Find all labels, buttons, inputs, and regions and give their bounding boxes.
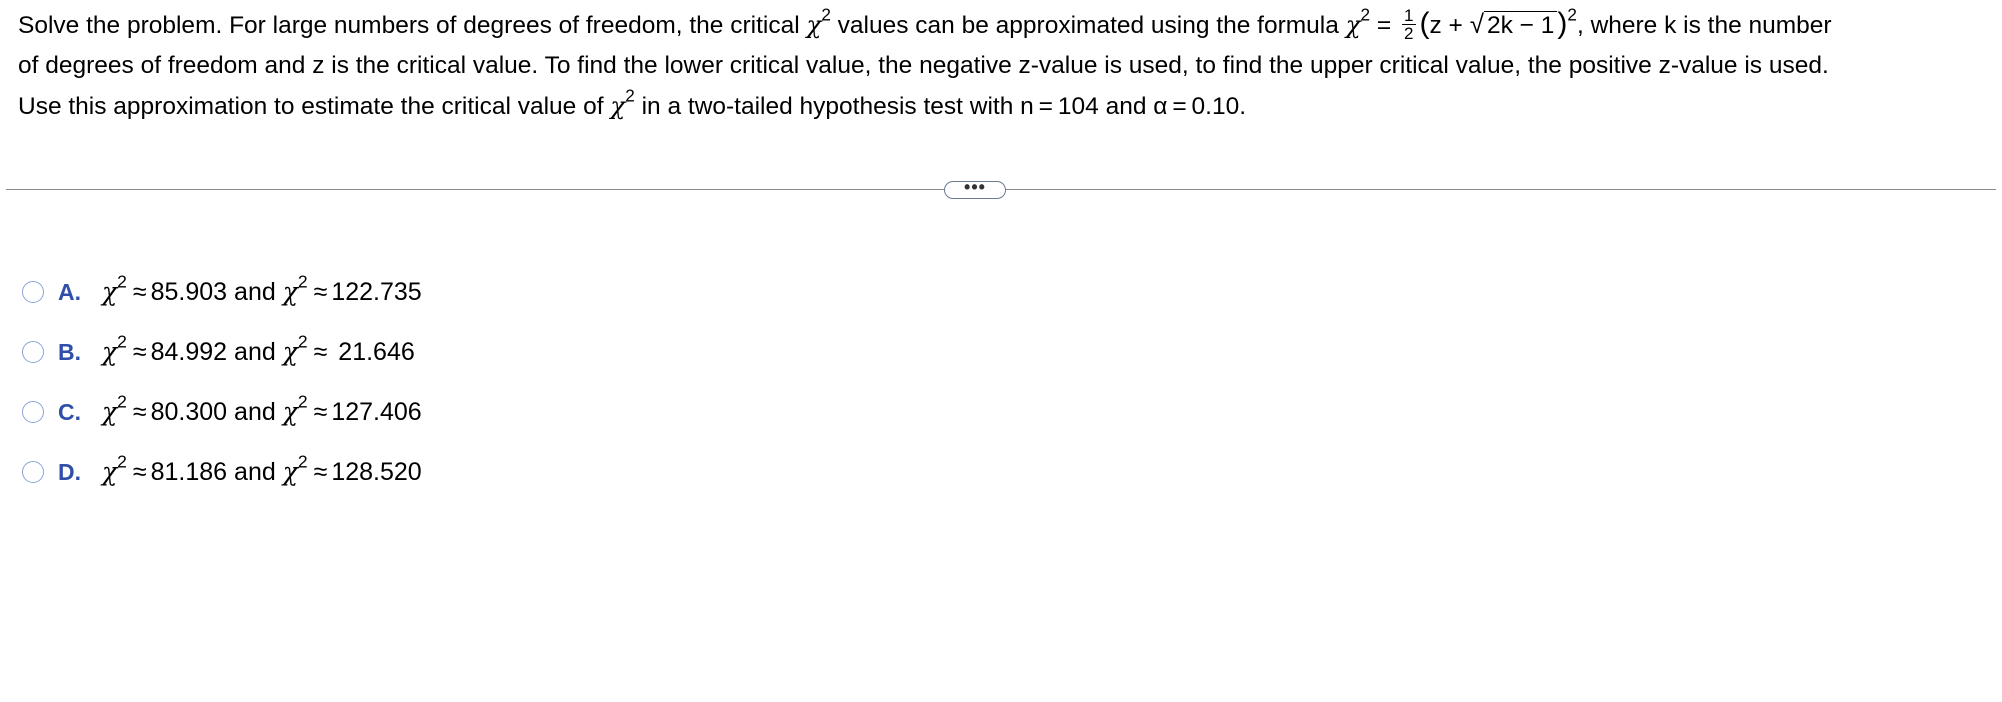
chi-symbol: χ bbox=[1345, 10, 1361, 39]
more-options-button[interactable]: ••• bbox=[944, 181, 1006, 199]
answer-options bbox=[22, 262, 422, 502]
option-text bbox=[102, 331, 415, 367]
approx-sign: ≈ bbox=[132, 398, 147, 426]
and-word: and bbox=[234, 458, 276, 486]
approx-sign: ≈ bbox=[132, 458, 147, 486]
lower-value: 85.903 bbox=[150, 278, 228, 306]
question-text-part: Use this approximation to estimate the critical value of bbox=[18, 93, 611, 120]
superscript: 2 bbox=[117, 451, 127, 472]
chi-symbol: χ bbox=[102, 277, 118, 306]
chi-symbol: χ bbox=[102, 337, 118, 366]
and-word: and bbox=[234, 338, 276, 366]
close-paren: ) bbox=[1557, 7, 1568, 40]
superscript: 2 bbox=[297, 331, 308, 352]
option-text bbox=[102, 271, 422, 307]
and-word: and bbox=[234, 398, 276, 426]
upper-value: 21.646 bbox=[331, 338, 415, 366]
superscript: 2 bbox=[297, 271, 308, 292]
option-letter: D. bbox=[58, 458, 81, 485]
option-text bbox=[102, 451, 422, 487]
radio-button-c[interactable] bbox=[22, 401, 44, 423]
question-text-part: , where k is the number bbox=[1576, 12, 1832, 39]
superscript: 2 bbox=[117, 271, 127, 292]
upper-value: 122.735 bbox=[331, 278, 422, 306]
superscript: 2 bbox=[821, 4, 831, 25]
square-root bbox=[1470, 4, 1558, 46]
superscript: 2 bbox=[117, 391, 127, 412]
question-line-2: of degrees of freedom and z is the critical value. To find the lower critical value, the negative z-value is used, to find the upper critical value, the positive z-value is used. bbox=[18, 52, 1829, 79]
option-a[interactable] bbox=[22, 262, 422, 322]
option-letter: C. bbox=[58, 398, 81, 425]
open-paren: ( bbox=[1419, 7, 1430, 40]
question-text-part: in a two-tailed hypothesis test with n = 104 and α = 0.10. bbox=[634, 93, 1247, 120]
superscript: 2 bbox=[1360, 4, 1371, 25]
fraction bbox=[1402, 7, 1415, 42]
equals-sign: = bbox=[1376, 12, 1392, 39]
approx-sign: ≈ bbox=[132, 278, 147, 306]
superscript: 2 bbox=[625, 85, 635, 106]
chi-symbol: χ bbox=[282, 277, 298, 306]
upper-value: 127.406 bbox=[331, 398, 422, 426]
approx-sign: ≈ bbox=[313, 278, 328, 306]
superscript: 2 bbox=[297, 391, 308, 412]
approx-sign: ≈ bbox=[313, 338, 328, 366]
radio-button-b[interactable] bbox=[22, 341, 44, 363]
option-c[interactable] bbox=[22, 382, 422, 442]
chi-symbol: χ bbox=[282, 337, 298, 366]
chi-symbol: χ bbox=[610, 91, 626, 120]
radio-button-d[interactable] bbox=[22, 461, 44, 483]
chi-symbol: χ bbox=[102, 457, 118, 486]
radio-button-a[interactable] bbox=[22, 281, 44, 303]
option-text bbox=[102, 391, 422, 427]
approx-sign: ≈ bbox=[313, 398, 328, 426]
chi-symbol: χ bbox=[282, 457, 298, 486]
upper-value: 128.520 bbox=[331, 458, 422, 486]
chi-symbol: χ bbox=[282, 397, 298, 426]
lower-value: 80.300 bbox=[150, 398, 228, 426]
lower-value: 81.186 bbox=[150, 458, 228, 486]
radical-sign: √ bbox=[1469, 9, 1484, 39]
lower-value: 84.992 bbox=[150, 338, 228, 366]
z-plus: z + bbox=[1429, 12, 1463, 39]
and-word: and bbox=[234, 278, 276, 306]
option-letter: A. bbox=[58, 278, 81, 305]
question-line-3 bbox=[18, 86, 1993, 127]
fraction-denominator: 2 bbox=[1404, 24, 1414, 44]
question-text bbox=[18, 4, 1993, 127]
question-text-part: values can be approximated using the formula bbox=[830, 12, 1346, 39]
chi-symbol: χ bbox=[806, 10, 822, 39]
question-text-part: Solve the problem. For large numbers of degrees of freedom, the critical bbox=[18, 12, 807, 39]
option-d[interactable] bbox=[22, 442, 422, 502]
radicand: 2k − 1 bbox=[1484, 11, 1557, 39]
superscript: 2 bbox=[117, 331, 127, 352]
option-letter: B. bbox=[58, 338, 81, 365]
approx-sign: ≈ bbox=[313, 458, 328, 486]
superscript: 2 bbox=[1567, 4, 1577, 25]
approx-sign: ≈ bbox=[132, 338, 147, 366]
fraction-numerator: 1 bbox=[1404, 6, 1414, 26]
superscript: 2 bbox=[297, 451, 308, 472]
option-b[interactable] bbox=[22, 322, 422, 382]
question-line-1 bbox=[18, 4, 1993, 46]
chi-symbol: χ bbox=[102, 397, 118, 426]
